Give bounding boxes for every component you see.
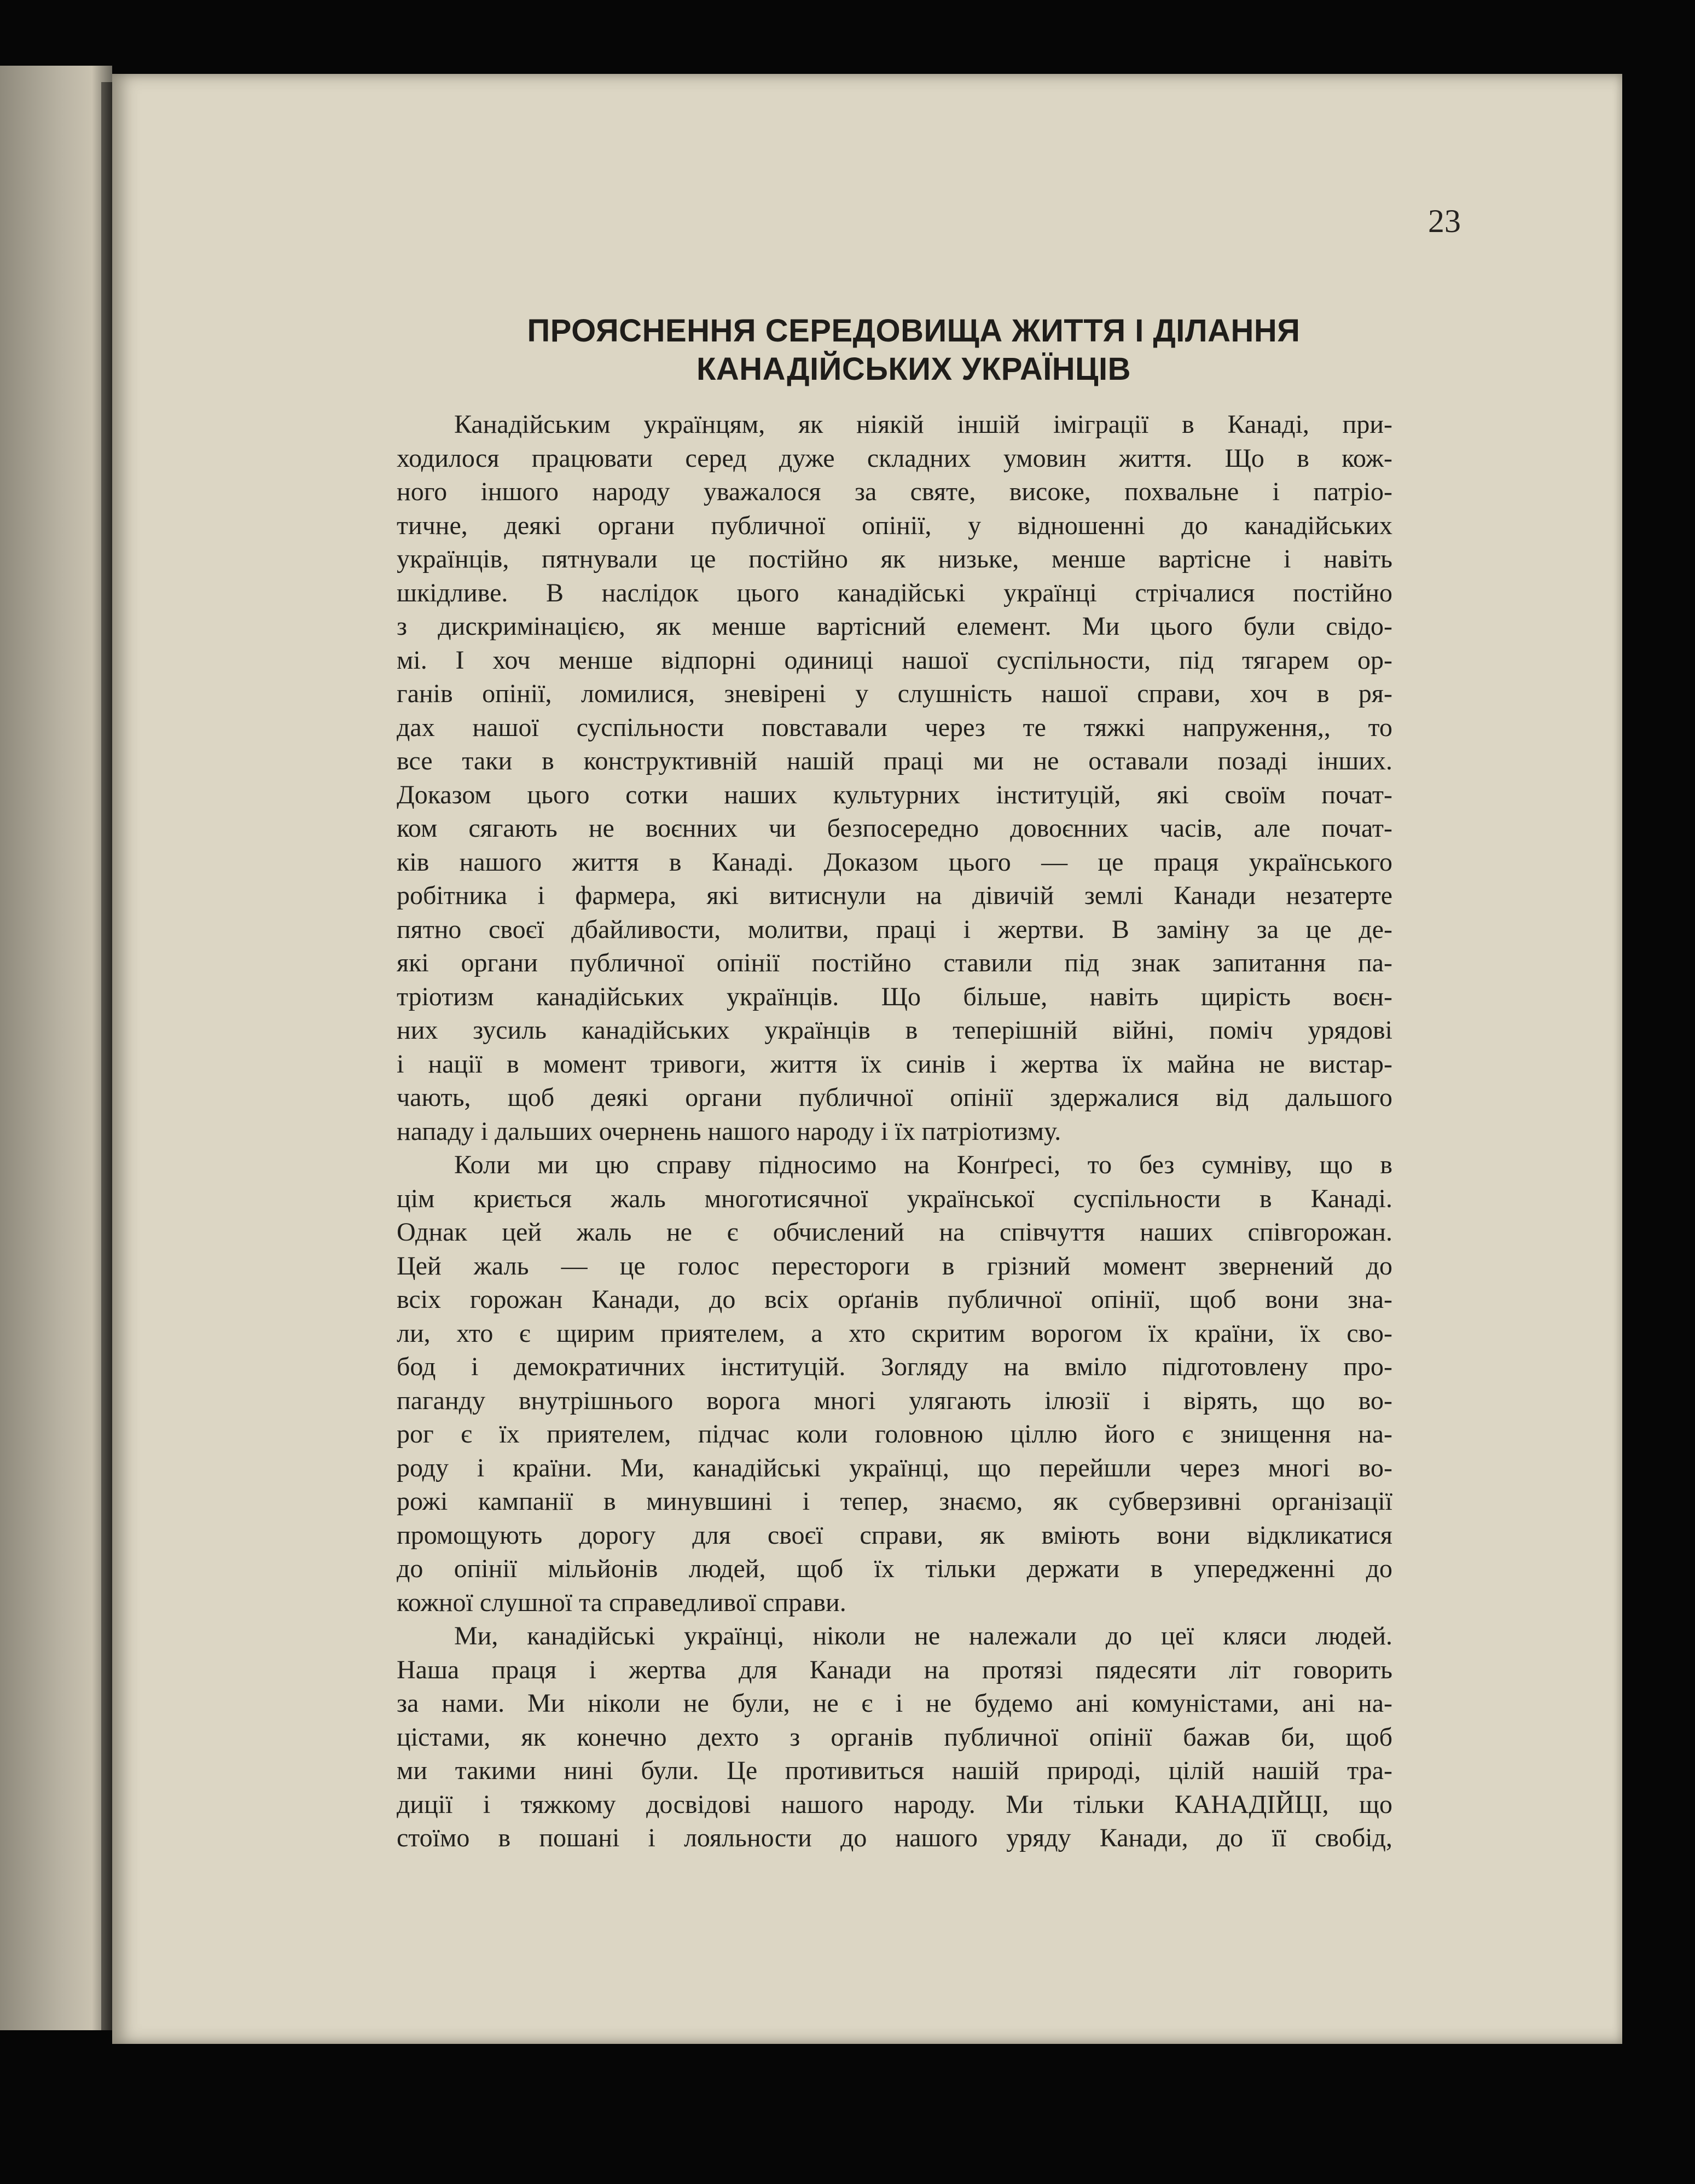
text-line: кожної слушної та справедливої справи. — [397, 1588, 846, 1617]
text-line: пятно своєї дбайливости, молитви, праці і жертви. В заміну за це де- — [397, 914, 1392, 944]
text-line: Однак цей жаль не є обчислений на співчуття наших співгорожан. — [397, 1218, 1392, 1247]
facing-page-edge — [0, 66, 112, 2030]
text-line: які органи публичної опінії постійно ставили під знак запитання па- — [397, 948, 1392, 977]
text-line: роду і країни. Ми, канадійські українці, що перейшли через многі во- — [397, 1453, 1392, 1482]
text-line: тичне, деякі органи публичної опінії, у відношенні до канадійських — [397, 511, 1392, 540]
text-line: за нами. Ми ніколи не були, не є і не будемо ані комуністами, ані на- — [397, 1689, 1392, 1718]
text-line: українців, пятнували це постійно як низьке, менше вартісне і навіть — [397, 544, 1392, 573]
text-line: стоїмо в пошані і лояльности до нашого уряду Канади, до її свобід, — [397, 1823, 1392, 1852]
text-line: все таки в конструктивній нашій праці ми не оставали позаді інших. — [397, 746, 1392, 775]
text-line: дах нашої суспільности повставали через те тяжкі напруження,, то — [397, 712, 1392, 742]
text-line: бод і демократичних інституцій. Зогляду на вміло підготовлену про- — [397, 1352, 1392, 1381]
text-line: всіх горожан Канади, до всіх орґанів публичної опінії, щоб вони зна- — [397, 1285, 1392, 1314]
text-line: Канадійським українцям, як ніякій іншій іміграції в Канаді, при- — [454, 410, 1392, 439]
text-line: них зусиль канадійських українців в теперішній війні, поміч урядові — [397, 1016, 1392, 1045]
text-line: рожі кампанії в минувшині і тепер, знаємо, як субверзивні організації — [397, 1487, 1392, 1516]
text-line: з дискримінацією, як менше вартісний елемент. Ми цього були свідо- — [397, 612, 1392, 641]
text-line: чають, щоб деякі органи публичної опінії здержалися від дальшого — [397, 1083, 1392, 1112]
text-line: мі. І хоч менше відпорні одиниці нашої суспільности, під тягарем ор- — [397, 645, 1392, 675]
text-line: тріотизм канадійських українців. Що більше, навіть щирість воєн- — [397, 982, 1392, 1011]
text-line: Коли ми цю справу підносимо на Конґресі, то без сумніву, що в — [454, 1150, 1392, 1179]
text-line: паганду внутрішнього ворога многі улягають ілюзії і вірять, що во- — [397, 1386, 1392, 1415]
text-line: ків нашого життя в Канаді. Доказом цього — це праця українського — [397, 847, 1392, 877]
text-line: до опінії мільйонів людей, щоб їх тільки держати в упередженні до — [397, 1554, 1392, 1583]
text-line: ми такими нині були. Це противиться нашій природі, цілій нашій тра- — [397, 1756, 1392, 1785]
text-line: рог є їх приятелем, підчас коли головною ціллю його є знищення на- — [397, 1420, 1392, 1449]
text-line: шкідливе. В наслідок цього канадійські українці стрічалися постійно — [397, 578, 1392, 607]
chapter-heading — [383, 312, 1444, 389]
text-line: ганів опінії, ломилися, зневірені у слушність нашої справи, хоч в ря- — [397, 679, 1392, 708]
text-line: Доказом цього сотки наших культурних інституцій, які своїм почат- — [397, 780, 1392, 809]
text-line: цім криється жаль многотисячної української суспільности в Канаді. — [397, 1184, 1392, 1213]
text-line: диції і тяжкому досвідові нашого народу. Ми тільки КАНАДІЙЦІ, що — [397, 1789, 1392, 1819]
chapter-heading-line-1: ПРОЯСНЕННЯ СЕРЕДОВИЩА ЖИТТЯ І ДІЛАННЯ — [527, 313, 1301, 349]
body-text — [397, 408, 1392, 1855]
text-line: Ми, канадійські українці, ніколи не належали до цеї кляси людей. — [454, 1621, 1392, 1650]
text-line: і нації в момент тривоги, життя їх синів і жертва їх майна не вистар- — [397, 1049, 1392, 1079]
text-line: нападу і дальших очернень нашого народу і їх патріотизму. — [397, 1116, 1061, 1146]
chapter-heading-line-2: КАНАДІЙСЬКИХ УКРАЇНЦІВ — [696, 351, 1131, 387]
text-line: ли, хто є щирим приятелем, а хто скритим ворогом їх країни, їх сво- — [397, 1318, 1392, 1348]
text-line: Наша праця і жертва для Канади на протязі пядесяти літ говорить — [397, 1655, 1392, 1684]
text-line: ком сягають не воєнних чи безпосередно довоєнних часів, але почат- — [397, 814, 1392, 843]
text-line: Цей жаль — це голос перестороги в грізний момент звернений до — [397, 1251, 1392, 1281]
text-line: цістами, як конечно дехто з органів публичної опінії бажав би, щоб — [397, 1722, 1392, 1752]
text-line: робітника і фармера, які витиснули на дівичій землі Канади незатерте — [397, 881, 1392, 910]
text-line: промощують дорогу для своєї справи, як вміють вони відкликатися — [397, 1520, 1392, 1550]
text-line: ходилося працювати серед дуже складних умовин життя. Що в кож- — [397, 443, 1392, 473]
text-line: ного іншого народу уважалося за святе, високе, похвальне і патріо- — [397, 477, 1392, 506]
page-number: 23 — [1428, 203, 1461, 239]
